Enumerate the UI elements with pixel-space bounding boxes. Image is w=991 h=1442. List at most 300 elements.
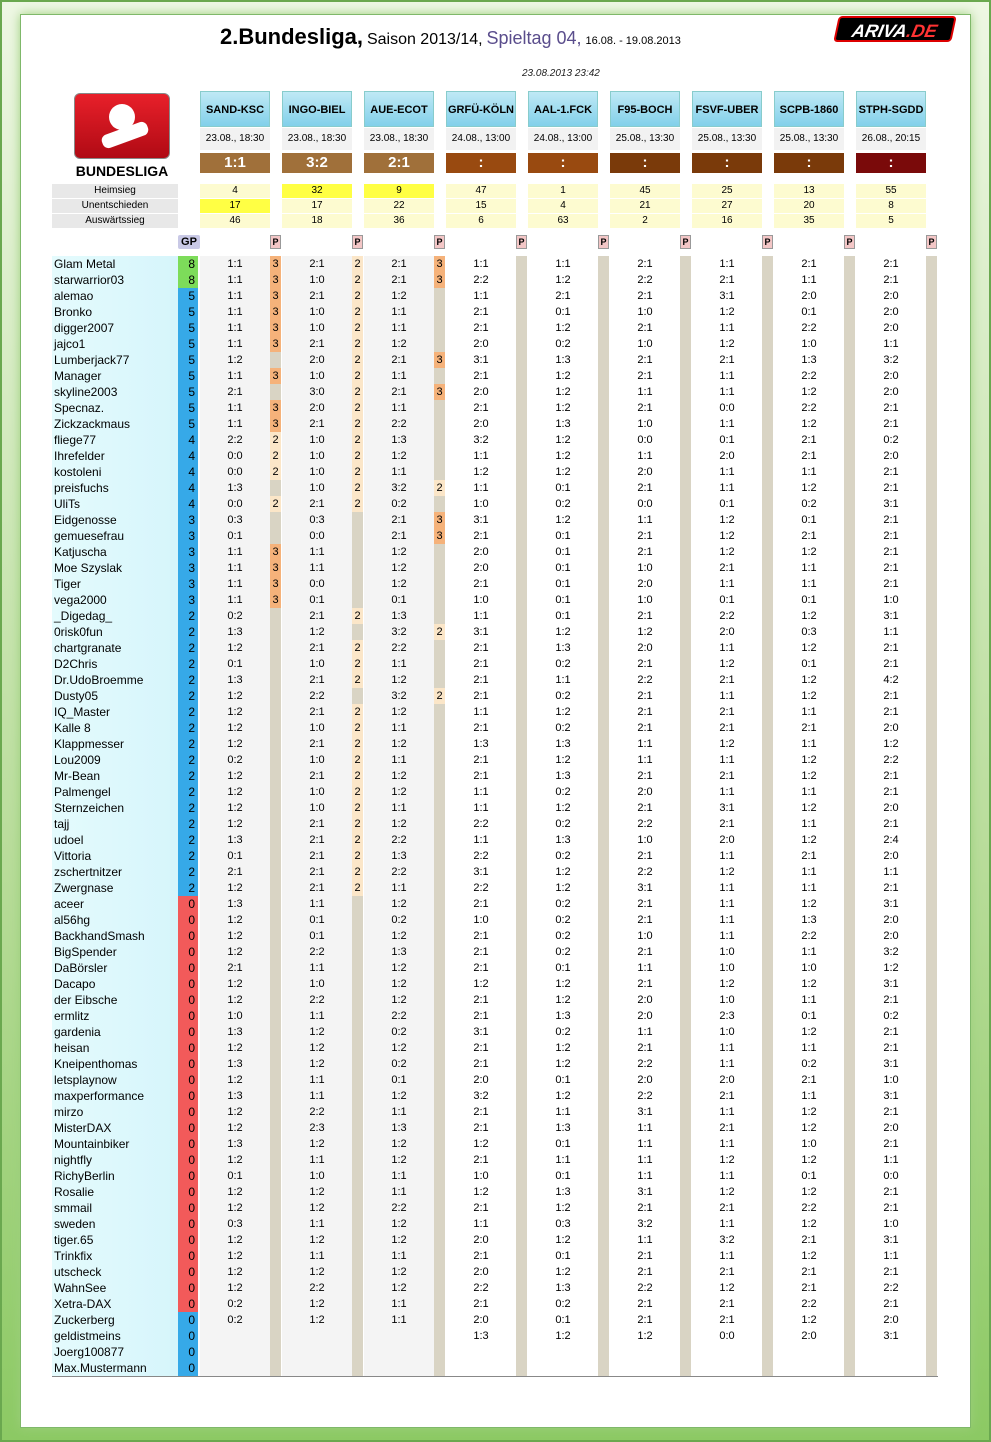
- player-name[interactable]: aceer: [52, 896, 178, 912]
- player-points: 5: [178, 368, 198, 384]
- prediction-points: [680, 1280, 691, 1296]
- prediction-cell: 0:1: [528, 560, 598, 576]
- prediction-points: [434, 1248, 445, 1264]
- table-row[interactable]: [52, 1008, 938, 1024]
- prediction-cell: 1:2: [364, 896, 434, 912]
- prediction-points: [762, 560, 773, 576]
- prediction-cell: 1:1: [446, 480, 516, 496]
- prediction-cell: 1:2: [364, 560, 434, 576]
- prediction-points: [926, 720, 937, 736]
- player-name[interactable]: Zickzackmaus: [52, 416, 178, 432]
- player-name[interactable]: al56hg: [52, 912, 178, 928]
- player-name[interactable]: digger2007: [52, 320, 178, 336]
- player-name[interactable]: BackhandSmash: [52, 928, 178, 944]
- table-row[interactable]: [52, 640, 938, 656]
- prediction-points: [598, 512, 609, 528]
- prediction-cell: 2:1: [692, 1312, 762, 1328]
- player-name[interactable]: chartgranate: [52, 640, 178, 656]
- prediction-points: 2: [352, 704, 363, 720]
- player-name[interactable]: sweden: [52, 1216, 178, 1232]
- prediction-points: [270, 1296, 281, 1312]
- prediction-cell: 2:1: [856, 656, 926, 672]
- prediction-cell: 1:1: [364, 304, 434, 320]
- table-row[interactable]: [52, 864, 938, 880]
- table-row[interactable]: [52, 816, 938, 832]
- player-name[interactable]: D2Chris: [52, 656, 178, 672]
- player-name[interactable]: Klappmesser: [52, 736, 178, 752]
- player-name[interactable]: nightfly: [52, 1152, 178, 1168]
- player-name[interactable]: Bronko: [52, 304, 178, 320]
- player-name[interactable]: ermlitz: [52, 1008, 178, 1024]
- prediction-cell: 1:0: [282, 304, 352, 320]
- prediction-points: 2: [352, 752, 363, 768]
- table-row[interactable]: [52, 1024, 938, 1040]
- prediction-cell: 1:2: [528, 976, 598, 992]
- prediction-cell: 1:2: [200, 1248, 270, 1264]
- prediction-cell: 3:1: [856, 1328, 926, 1344]
- player-name[interactable]: Zwergnase: [52, 880, 178, 896]
- prediction-cell: 3:1: [610, 1184, 680, 1200]
- prediction-cell: 1:2: [528, 1328, 598, 1344]
- prediction-cell: 2:1: [282, 768, 352, 784]
- prediction-points: [926, 944, 937, 960]
- player-points: 0: [178, 1136, 198, 1152]
- prediction-points: [844, 1104, 855, 1120]
- player-name[interactable]: Mr-Bean: [52, 768, 178, 784]
- table-row[interactable]: [52, 880, 938, 896]
- player-points: 0: [178, 1248, 198, 1264]
- table-row[interactable]: [52, 976, 938, 992]
- player-name[interactable]: Joerg100877: [52, 1344, 178, 1360]
- prediction-points: [926, 1280, 937, 1296]
- table-row[interactable]: [52, 1216, 938, 1232]
- table-row[interactable]: [52, 960, 938, 976]
- prediction-cell: 1:2: [692, 544, 762, 560]
- prediction-cell: 1:1: [200, 560, 270, 576]
- prediction-points: [516, 896, 527, 912]
- table-row[interactable]: [52, 576, 938, 592]
- match-header-stph-sgdd[interactable]: STPH-SGDD: [856, 91, 926, 127]
- prediction-cell: 3:0: [282, 384, 352, 400]
- player-points: 0: [178, 1216, 198, 1232]
- prediction-points: [762, 1168, 773, 1184]
- prediction-cell: 1:1: [282, 1248, 352, 1264]
- match-header-scpb-1860[interactable]: SCPB-1860: [774, 91, 844, 127]
- table-row[interactable]: [52, 272, 938, 288]
- player-points: 5: [178, 384, 198, 400]
- table-row[interactable]: [52, 768, 938, 784]
- prediction-cell: 2:2: [610, 1088, 680, 1104]
- prediction-points: [680, 544, 691, 560]
- prediction-cell: 2:0: [692, 832, 762, 848]
- player-name[interactable]: Lou2009: [52, 752, 178, 768]
- prediction-cell: 2:0: [610, 464, 680, 480]
- player-name[interactable]: udoel: [52, 832, 178, 848]
- prediction-cell: 0:2: [528, 928, 598, 944]
- player-name[interactable]: Kalle 8: [52, 720, 178, 736]
- table-row[interactable]: [52, 848, 938, 864]
- table-row[interactable]: [52, 1104, 938, 1120]
- prediction-points: [844, 960, 855, 976]
- prediction-cell: 2:1: [774, 1072, 844, 1088]
- player-name[interactable]: Vittoria: [52, 848, 178, 864]
- table-row[interactable]: [52, 1312, 938, 1328]
- prediction-points: 2: [270, 448, 281, 464]
- table-row[interactable]: [52, 656, 938, 672]
- table-row[interactable]: [52, 352, 938, 368]
- player-name[interactable]: Zuckerberg: [52, 1312, 178, 1328]
- prediction-points: [762, 1024, 773, 1040]
- prediction-cell: 1:1: [856, 864, 926, 880]
- player-name[interactable]: zschertnitzer: [52, 864, 178, 880]
- prediction-points: [926, 432, 937, 448]
- table-row[interactable]: [52, 912, 938, 928]
- prediction-points: 3: [270, 416, 281, 432]
- table-row[interactable]: [52, 1344, 938, 1360]
- player-name[interactable]: maxperformance: [52, 1088, 178, 1104]
- table-row[interactable]: [52, 1200, 938, 1216]
- player-name[interactable]: tajj: [52, 816, 178, 832]
- prediction-points: [680, 1216, 691, 1232]
- player-name[interactable]: smmail: [52, 1200, 178, 1216]
- player-name[interactable]: Dr.UdoBroemme: [52, 672, 178, 688]
- prediction-points: [680, 336, 691, 352]
- table-row[interactable]: [52, 944, 938, 960]
- prediction-cell: 0:2: [364, 1024, 434, 1040]
- player-name[interactable]: Ihrefelder: [52, 448, 178, 464]
- prediction-points: [844, 496, 855, 512]
- table-row[interactable]: [52, 560, 938, 576]
- prediction-points: [844, 1168, 855, 1184]
- prediction-cell: 1:2: [364, 1280, 434, 1296]
- prediction-cell: 1:2: [364, 1040, 434, 1056]
- match-home-count: 47: [446, 184, 516, 198]
- prediction-points: [844, 1216, 855, 1232]
- table-row[interactable]: [52, 288, 938, 304]
- prediction-points: [844, 640, 855, 656]
- prediction-cell: [282, 1328, 352, 1344]
- player-name[interactable]: Manager: [52, 368, 178, 384]
- match-header-fsvf-uber[interactable]: FSVF-UBER: [692, 91, 762, 127]
- prediction-cell: 2:1: [610, 352, 680, 368]
- player-name[interactable]: UliTs: [52, 496, 178, 512]
- player-name[interactable]: geldistmeins: [52, 1328, 178, 1344]
- table-row[interactable]: [52, 608, 938, 624]
- table-row[interactable]: [52, 528, 938, 544]
- prediction-cell: 1:1: [528, 256, 598, 272]
- table-row[interactable]: [52, 336, 938, 352]
- prediction-cell: 0:0: [692, 1328, 762, 1344]
- player-name[interactable]: der Eibsche: [52, 992, 178, 1008]
- match-away-count: 2: [610, 214, 680, 228]
- table-row[interactable]: [52, 1072, 938, 1088]
- table-row[interactable]: [52, 992, 938, 1008]
- player-name[interactable]: MisterDAX: [52, 1120, 178, 1136]
- player-name[interactable]: Palmengel: [52, 784, 178, 800]
- prediction-cell: 1:2: [692, 1152, 762, 1168]
- player-name[interactable]: Sternzeichen: [52, 800, 178, 816]
- prediction-cell: 0:1: [528, 608, 598, 624]
- match-draw-count: 20: [774, 199, 844, 213]
- prediction-points: [598, 304, 609, 320]
- prediction-cell: 1:2: [364, 992, 434, 1008]
- prediction-cell: 1:0: [610, 560, 680, 576]
- prediction-cell: 2:2: [774, 320, 844, 336]
- player-name[interactable]: Dusty05: [52, 688, 178, 704]
- match-header-f95-boch[interactable]: F95-BOCH: [610, 91, 680, 127]
- prediction-cell: 0:0: [610, 496, 680, 512]
- player-name[interactable]: kostoleni: [52, 464, 178, 480]
- table-row[interactable]: [52, 1120, 938, 1136]
- prediction-points: [598, 784, 609, 800]
- prediction-points: [680, 560, 691, 576]
- player-name[interactable]: Moe Szyslak: [52, 560, 178, 576]
- prediction-points: [926, 1120, 937, 1136]
- player-name[interactable]: Specnaz.: [52, 400, 178, 416]
- player-name[interactable]: IQ_Master: [52, 704, 178, 720]
- table-row[interactable]: [52, 1232, 938, 1248]
- table-row[interactable]: [52, 512, 938, 528]
- prediction-cell: [774, 1344, 844, 1360]
- table-row[interactable]: [52, 320, 938, 336]
- prediction-points: [844, 896, 855, 912]
- prediction-cell: 1:0: [282, 368, 352, 384]
- match-header-ingo-biel[interactable]: INGO-BIEL: [282, 91, 352, 127]
- player-name[interactable]: letsplaynow: [52, 1072, 178, 1088]
- table-row[interactable]: [52, 1136, 938, 1152]
- prediction-points: [680, 304, 691, 320]
- table-row[interactable]: [52, 1328, 938, 1344]
- table-row[interactable]: [52, 1168, 938, 1184]
- player-name[interactable]: heisan: [52, 1040, 178, 1056]
- player-name[interactable]: BigSpender: [52, 944, 178, 960]
- table-row[interactable]: [52, 752, 938, 768]
- prediction-points: [516, 880, 527, 896]
- table-row[interactable]: [52, 448, 938, 464]
- table-row[interactable]: [52, 384, 938, 400]
- table-row[interactable]: [52, 1248, 938, 1264]
- prediction-cell: 1:1: [610, 512, 680, 528]
- prediction-cell: 2:2: [692, 608, 762, 624]
- prediction-cell: 1:2: [200, 1200, 270, 1216]
- prediction-cell: 1:2: [774, 1152, 844, 1168]
- player-points: 0: [178, 1008, 198, 1024]
- table-row[interactable]: [52, 480, 938, 496]
- table-row[interactable]: [52, 896, 938, 912]
- prediction-cell: 1:1: [692, 384, 762, 400]
- prediction-cell: 2:1: [364, 256, 434, 272]
- table-row[interactable]: [52, 1264, 938, 1280]
- player-name[interactable]: vega2000: [52, 592, 178, 608]
- prediction-cell: 1:2: [446, 976, 516, 992]
- prediction-points: [598, 1280, 609, 1296]
- table-row[interactable]: [52, 432, 938, 448]
- ariva-logo[interactable]: [833, 16, 957, 42]
- table-row[interactable]: [52, 416, 938, 432]
- table-row[interactable]: [52, 704, 938, 720]
- table-row[interactable]: [52, 688, 938, 704]
- player-name[interactable]: gemuesefrau: [52, 528, 178, 544]
- table-row[interactable]: [52, 720, 938, 736]
- prediction-points: [680, 608, 691, 624]
- match-header-sand-ksc[interactable]: SAND-KSC: [200, 91, 270, 127]
- table-row[interactable]: [52, 1360, 938, 1376]
- prediction-cell: 1:2: [364, 448, 434, 464]
- match-home-count: 1: [528, 184, 598, 198]
- player-name[interactable]: preisfuchs: [52, 480, 178, 496]
- prediction-cell: 1:2: [364, 672, 434, 688]
- prediction-cell: 2:2: [856, 1280, 926, 1296]
- player-points: 5: [178, 336, 198, 352]
- table-row[interactable]: [52, 624, 938, 640]
- table-row[interactable]: [52, 800, 938, 816]
- prediction-cell: 1:0: [610, 304, 680, 320]
- prediction-points: [434, 1264, 445, 1280]
- player-name[interactable]: alemao: [52, 288, 178, 304]
- player-name[interactable]: starwarrior03: [52, 272, 178, 288]
- player-name[interactable]: mirzo: [52, 1104, 178, 1120]
- prediction-points: [680, 448, 691, 464]
- prediction-points: [926, 880, 937, 896]
- prediction-points: [762, 752, 773, 768]
- prediction-cell: 2:1: [610, 800, 680, 816]
- player-name[interactable]: Glam Metal: [52, 256, 178, 272]
- table-row[interactable]: [52, 1280, 938, 1296]
- player-name[interactable]: WahnSee: [52, 1280, 178, 1296]
- prediction-points: 2: [352, 432, 363, 448]
- prediction-cell: 1:3: [200, 896, 270, 912]
- player-name[interactable]: Tiger: [52, 576, 178, 592]
- table-row[interactable]: [52, 1056, 938, 1072]
- prediction-cell: 1:3: [774, 352, 844, 368]
- prediction-cell: 2:1: [446, 528, 516, 544]
- prediction-points: [844, 992, 855, 1008]
- table-row[interactable]: [52, 1296, 938, 1312]
- prediction-points: [762, 896, 773, 912]
- player-name[interactable]: gardenia: [52, 1024, 178, 1040]
- table-row[interactable]: [52, 592, 938, 608]
- prediction-cell: 1:2: [528, 512, 598, 528]
- table-row[interactable]: [52, 1184, 938, 1200]
- table-row[interactable]: [52, 832, 938, 848]
- player-points: 2: [178, 832, 198, 848]
- table-row[interactable]: [52, 544, 938, 560]
- prediction-points: [352, 1184, 363, 1200]
- prediction-points: [680, 1232, 691, 1248]
- player-points: 2: [178, 736, 198, 752]
- player-name[interactable]: DaBörsler: [52, 960, 178, 976]
- table-row[interactable]: [52, 400, 938, 416]
- prediction-points: [926, 1328, 937, 1344]
- prediction-cell: 2:1: [610, 688, 680, 704]
- prediction-cell: 1:2: [528, 704, 598, 720]
- prediction-cell: 1:3: [528, 1280, 598, 1296]
- table-row[interactable]: [52, 784, 938, 800]
- player-name[interactable]: Lumberjack77: [52, 352, 178, 368]
- table-row[interactable]: [52, 1088, 938, 1104]
- player-name[interactable]: RichyBerlin: [52, 1168, 178, 1184]
- player-points: 0: [178, 1040, 198, 1056]
- player-name[interactable]: utscheck: [52, 1264, 178, 1280]
- table-row[interactable]: [52, 928, 938, 944]
- prediction-cell: 1:1: [692, 912, 762, 928]
- prediction-cell: 0:2: [200, 1296, 270, 1312]
- player-name[interactable]: Eidgenosse: [52, 512, 178, 528]
- prediction-cell: 1:2: [364, 1136, 434, 1152]
- player-name[interactable]: tiger.65: [52, 1232, 178, 1248]
- prediction-points: [434, 304, 445, 320]
- prediction-points: [680, 736, 691, 752]
- prediction-points: [926, 816, 937, 832]
- player-name[interactable]: fliege77: [52, 432, 178, 448]
- match-home-count: 32: [282, 184, 352, 198]
- prediction-cell: 2:1: [446, 640, 516, 656]
- prediction-cell: 0:0: [692, 400, 762, 416]
- prediction-cell: 1:2: [774, 832, 844, 848]
- prediction-points: [352, 1040, 363, 1056]
- prediction-points: [352, 896, 363, 912]
- player-name[interactable]: 0risk0fun: [52, 624, 178, 640]
- prediction-points: [680, 256, 691, 272]
- prediction-cell: 1:2: [200, 1232, 270, 1248]
- player-name[interactable]: _Digedag_: [52, 608, 178, 624]
- prediction-points: [926, 736, 937, 752]
- table-row[interactable]: [52, 672, 938, 688]
- prediction-cell: 2:1: [856, 1296, 926, 1312]
- table-row[interactable]: [52, 256, 938, 272]
- prediction-points: [352, 688, 363, 704]
- prediction-cell: 1:1: [200, 320, 270, 336]
- match-result: :: [610, 153, 680, 173]
- prediction-points: [598, 528, 609, 544]
- prediction-points: 2: [352, 464, 363, 480]
- prediction-cell: 2:1: [446, 1008, 516, 1024]
- match-header-aal-1.fck[interactable]: AAL-1.FCK: [528, 91, 598, 127]
- player-name[interactable]: jajco1: [52, 336, 178, 352]
- prediction-points: [516, 1040, 527, 1056]
- table-row[interactable]: [52, 368, 938, 384]
- prediction-cell: 1:1: [528, 672, 598, 688]
- prediction-points: [434, 848, 445, 864]
- player-name[interactable]: Kneipenthomas: [52, 1056, 178, 1072]
- prediction-points: [844, 1248, 855, 1264]
- match-header-aue-ecot[interactable]: AUE-ECOT: [364, 91, 434, 127]
- table-row[interactable]: [52, 496, 938, 512]
- prediction-points: [844, 816, 855, 832]
- table-row[interactable]: [52, 1040, 938, 1056]
- table-row[interactable]: [52, 304, 938, 320]
- player-name[interactable]: Katjuscha: [52, 544, 178, 560]
- match-header-grfü-köln[interactable]: GRFÜ-KÖLN: [446, 91, 516, 127]
- prediction-points: [844, 688, 855, 704]
- prediction-cell: 2:1: [446, 1056, 516, 1072]
- prediction-points: 2: [352, 256, 363, 272]
- player-name[interactable]: Trinkfix: [52, 1248, 178, 1264]
- prediction-points: [434, 912, 445, 928]
- prediction-cell: 1:1: [692, 416, 762, 432]
- prediction-points: [598, 1248, 609, 1264]
- table-row[interactable]: [52, 736, 938, 752]
- prediction-points: [926, 368, 937, 384]
- player-name[interactable]: Xetra-DAX: [52, 1296, 178, 1312]
- table-row[interactable]: [52, 464, 938, 480]
- player-name[interactable]: skyline2003: [52, 384, 178, 400]
- player-name[interactable]: Max.Mustermann: [52, 1360, 178, 1376]
- table-row[interactable]: [52, 1152, 938, 1168]
- player-name[interactable]: Dacapo: [52, 976, 178, 992]
- player-name[interactable]: Mountainbiker: [52, 1136, 178, 1152]
- player-name[interactable]: Rosalie: [52, 1184, 178, 1200]
